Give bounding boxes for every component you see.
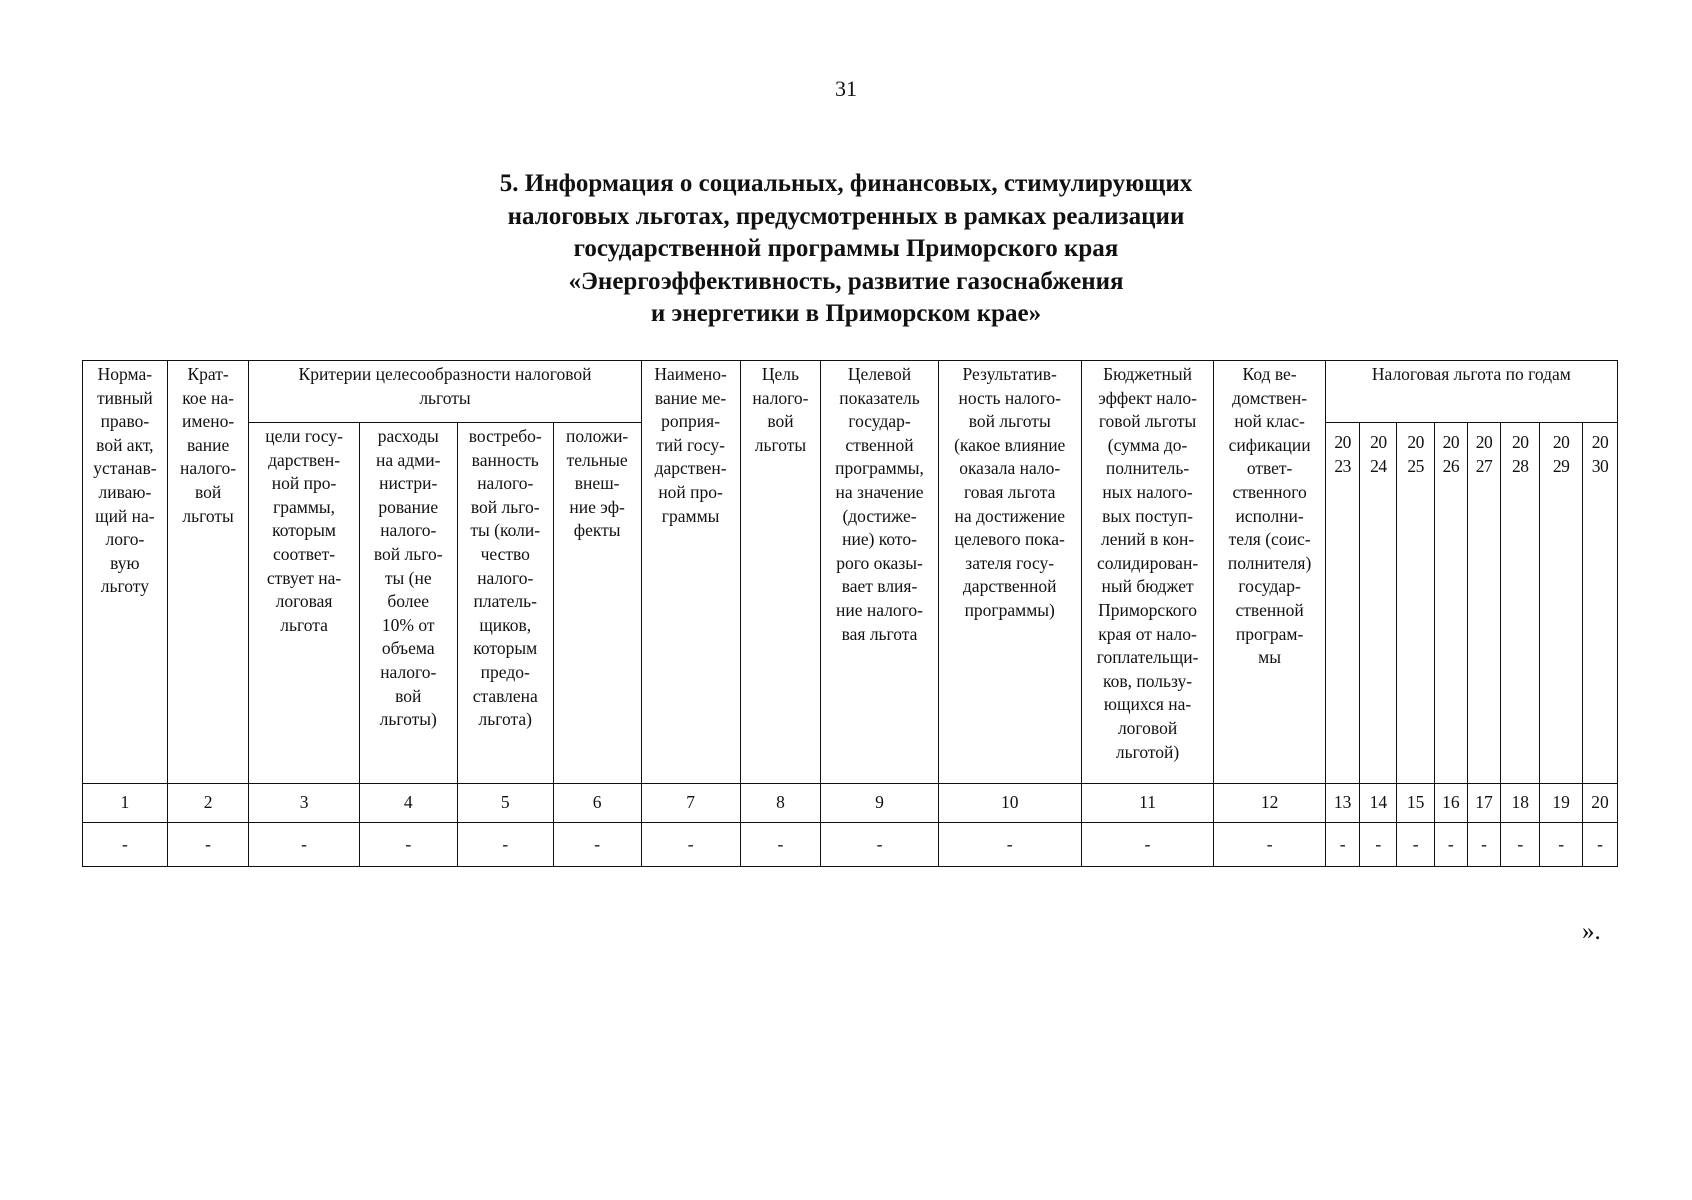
table-cell: - bbox=[1467, 823, 1501, 867]
title-line: «Энергоэффективность, развитие газоснабжения bbox=[568, 267, 1124, 295]
header-year: 20 25 bbox=[1397, 423, 1435, 784]
table-cell: - bbox=[359, 823, 457, 867]
header-year: 20 27 bbox=[1467, 423, 1501, 784]
column-number: 2 bbox=[167, 784, 249, 823]
header-effectiveness: Результатив- ность налого- вой льготы (какое влияние оказала нало- говая льгота на достижение целевого пока- зателя госу- дарственной программы) bbox=[938, 361, 1081, 784]
column-number: 8 bbox=[740, 784, 821, 823]
column-number: 17 bbox=[1467, 784, 1501, 823]
header-year: 20 30 bbox=[1583, 423, 1618, 784]
header-legal-act: Норма- тивный право- вой акт, устанав- ливаю- щий на- лого- вую льготу bbox=[83, 361, 168, 784]
column-number: 18 bbox=[1501, 784, 1540, 823]
column-number: 9 bbox=[821, 784, 938, 823]
header-year: 20 24 bbox=[1360, 423, 1397, 784]
closing-quote: ». bbox=[1582, 918, 1601, 945]
table-cell: - bbox=[1501, 823, 1540, 867]
table-cell: - bbox=[938, 823, 1081, 867]
table-cell: - bbox=[1397, 823, 1435, 867]
title-line: государственной программы Приморского края bbox=[573, 235, 1119, 262]
column-number: 14 bbox=[1360, 784, 1397, 823]
header-demand: востребо- ванность налого- вой льго- ты (коли- чество налого- платель- щиков, которым предо- ставлена льгота) bbox=[457, 423, 553, 784]
header-benefit-goal: Цель налого- вой льготы bbox=[740, 361, 821, 784]
column-number: 3 bbox=[249, 784, 359, 823]
title-line: 5. Информация о социальных, финансовых, стимулирующих bbox=[499, 170, 1193, 197]
table-cell: - bbox=[740, 823, 821, 867]
column-number: 11 bbox=[1081, 784, 1214, 823]
header-department-code: Код ве- домствен- ной клас- сификации ответ- ственного исполни- теля (соис- полнителя) государ- ственной програм- мы bbox=[1214, 361, 1325, 784]
table-cell: - bbox=[83, 823, 168, 867]
column-number: 16 bbox=[1435, 784, 1468, 823]
column-number: 10 bbox=[938, 784, 1081, 823]
header-year: 20 23 bbox=[1325, 423, 1360, 784]
table-cell: - bbox=[821, 823, 938, 867]
table-cell: - bbox=[1583, 823, 1618, 867]
column-number: 20 bbox=[1583, 784, 1618, 823]
table-cell: - bbox=[167, 823, 249, 867]
column-number-row bbox=[83, 784, 1618, 823]
section-title bbox=[346, 168, 1346, 331]
table-cell: - bbox=[641, 823, 740, 867]
table-cell: - bbox=[457, 823, 553, 867]
table-cell: - bbox=[1325, 823, 1360, 867]
header-program-measures: Наимено- вание ме- роприя- тий госу- дарствен- ной про- граммы bbox=[641, 361, 740, 784]
header-year: 20 26 bbox=[1435, 423, 1468, 784]
header-years-group: Налоговая льгота по годам bbox=[1325, 361, 1617, 423]
column-number: 4 bbox=[359, 784, 457, 823]
column-number: 5 bbox=[457, 784, 553, 823]
column-number: 13 bbox=[1325, 784, 1360, 823]
table-cell: - bbox=[1360, 823, 1397, 867]
column-number: 1 bbox=[83, 784, 168, 823]
header-budget-effect: Бюджетный эффект нало- говой льготы (сумма до- полнитель- ных налого- вых поступ- лений в кон- солидирован- ный бюджет Приморского края от нало- гоплательщи- ков, пользу- ющихся на- логовой льготой) bbox=[1081, 361, 1214, 784]
column-number: 15 bbox=[1397, 784, 1435, 823]
table-cell: - bbox=[553, 823, 641, 867]
title-line: и энергетики в Приморском крае» bbox=[650, 300, 1042, 327]
header-program-goals: цели госу- дарствен- ной про- граммы, которым соответ- ствует на- логовая льгота bbox=[249, 423, 359, 784]
header-external-effects: положи- тельные внеш- ние эф- фекты bbox=[553, 423, 641, 784]
header-target-indicator: Целевой показатель государ- ственной программы, на значение (достиже- ние) кото- рого оказы- вает влия- ние налого- вая льгота bbox=[821, 361, 938, 784]
column-number: 12 bbox=[1214, 784, 1325, 823]
table-cell: - bbox=[1081, 823, 1214, 867]
table-cell: - bbox=[1540, 823, 1583, 867]
column-number: 19 bbox=[1540, 784, 1583, 823]
table-cell: - bbox=[249, 823, 359, 867]
header-criteria-group: Критерии целесообразности налоговой льготы bbox=[249, 361, 641, 423]
tax-benefits-table bbox=[82, 360, 1618, 867]
header-admin-costs: расходы на адми- нистри- рование налого- вой льго- ты (не более 10% от объема налого- вой льготы) bbox=[359, 423, 457, 784]
header-year: 20 29 bbox=[1540, 423, 1583, 784]
header-year: 20 28 bbox=[1501, 423, 1540, 784]
table-cell: - bbox=[1214, 823, 1325, 867]
header-short-name: Крат- кое на- имено- вание налого- вой льготы bbox=[167, 361, 249, 784]
title-line: налоговых льготах, предусмотренных в рамках реализации bbox=[507, 202, 1185, 230]
column-number: 6 bbox=[553, 784, 641, 823]
table-row bbox=[83, 823, 1618, 867]
column-number: 7 bbox=[641, 784, 740, 823]
table-cell: - bbox=[1435, 823, 1468, 867]
page-number: 31 bbox=[835, 76, 857, 101]
